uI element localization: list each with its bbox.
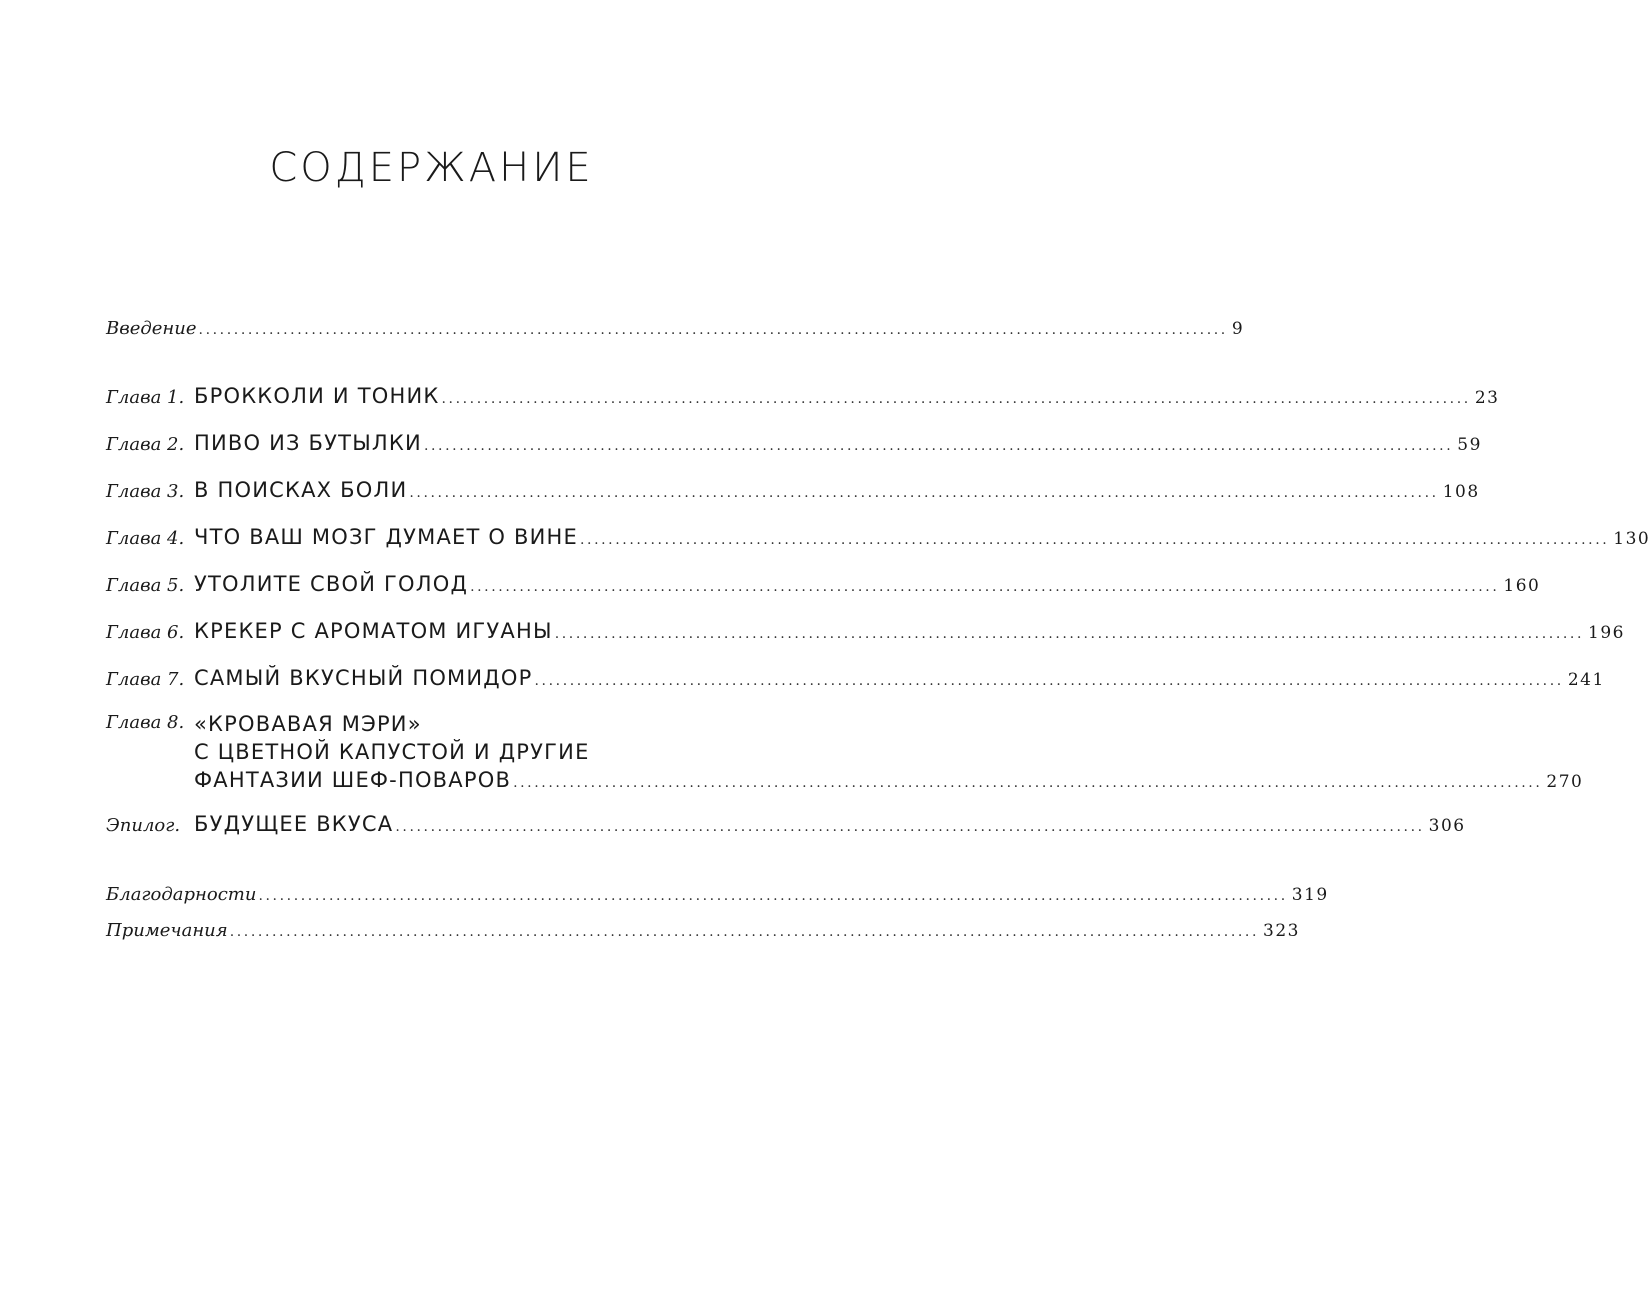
leader-dots: .................................................................................................................................................. (470, 579, 1500, 595)
toc-entry-epilogue[interactable] (106, 812, 1466, 844)
chapter-label: Глава 4. (106, 528, 185, 549)
toc-entry-chapter-8[interactable] (106, 710, 1584, 797)
page-number: 323 (1263, 921, 1300, 941)
page-number: 241 (1567, 670, 1605, 690)
leader-dots: .................................................................................................................................................. (423, 438, 1454, 454)
leader-dots: .................................................................................................................................................. (513, 775, 1543, 791)
chapter-title: УТОЛИТЕ СВОЙ ГОЛОД (194, 572, 469, 596)
toc-entry-acknowledgements[interactable] (106, 884, 1329, 916)
toc-entry-chapter-5[interactable] (106, 572, 1541, 604)
chapter-title: БРОККОЛИ И ТОНИК (194, 384, 440, 408)
toc-entry-chapter-2[interactable] (106, 431, 1482, 463)
page-number: 270 (1546, 772, 1584, 792)
page-number: 130 (1613, 529, 1650, 549)
page-title: СОДЕРЖАНИЕ (269, 145, 594, 191)
leader-dots: .................................................................................................................................................. (229, 924, 1260, 940)
page-number: 196 (1588, 623, 1625, 643)
chapter-title: БУДУЩЕЕ ВКУСА (194, 812, 394, 836)
chapter-title: ПИВО ИЗ БУТЫЛКИ (194, 431, 422, 455)
chapter-label: Глава 8. (106, 712, 185, 733)
page-number: 306 (1428, 816, 1466, 836)
chapter-title: В ПОИСКАХ БОЛИ (194, 478, 408, 502)
chapter-title: САМЫЙ ВКУСНЫЙ ПОМИДОР (194, 666, 533, 690)
toc-entry-chapter-6[interactable] (106, 619, 1625, 651)
page-number: 23 (1474, 388, 1500, 408)
leader-dots: .................................................................................................................................................. (198, 322, 1228, 338)
chapter-title (194, 710, 1583, 797)
leader-dots: .................................................................................................................................................. (534, 673, 1564, 689)
chapter-label: Глава 3. (106, 481, 185, 502)
leader-dots: .................................................................................................................................................. (554, 626, 1585, 642)
entry-label: Благодарности (106, 884, 257, 905)
chapter-title-line: С ЦВЕТНОЙ КАПУСТОЙ И ДРУГИЕ (194, 740, 590, 764)
toc-entry-chapter-4[interactable] (106, 525, 1650, 557)
chapter-label: Глава 6. (106, 622, 185, 643)
leader-dots: .................................................................................................................................................. (441, 391, 1471, 407)
page-number: 160 (1503, 576, 1541, 596)
toc-entry-chapter-1[interactable] (106, 384, 1500, 416)
chapter-title-line: ФАНТАЗИИ ШЕФ-ПОВАРОВ (194, 768, 512, 792)
page-number: 108 (1442, 482, 1480, 502)
leader-dots: .................................................................................................................................................. (579, 532, 1610, 548)
toc-entry-chapter-7[interactable] (106, 666, 1605, 698)
chapter-label: Глава 7. (106, 669, 185, 690)
chapter-label: Эпилог. (106, 815, 181, 836)
chapter-label: Глава 2. (106, 434, 185, 455)
leader-dots: .................................................................................................................................................. (409, 485, 1439, 501)
toc-entry-intro[interactable] (106, 318, 1245, 350)
entry-label: Примечания (106, 920, 228, 941)
chapter-title-line: «КРОВАВАЯ МЭРИ» (194, 712, 422, 736)
page-number: 319 (1291, 885, 1329, 905)
entry-label: Введение (106, 318, 197, 339)
chapter-title: КРЕКЕР С АРОМАТОМ ИГУАНЫ (194, 619, 553, 643)
chapter-label: Глава 5. (106, 575, 185, 596)
chapter-title: ЧТО ВАШ МОЗГ ДУМАЕТ О ВИНЕ (194, 525, 578, 549)
toc-entry-chapter-3[interactable] (106, 478, 1480, 510)
page-number: 9 (1231, 319, 1245, 339)
leader-dots: .................................................................................................................................................. (258, 888, 1288, 904)
page-number: 59 (1457, 435, 1482, 455)
toc-entry-notes[interactable] (106, 920, 1300, 952)
chapter-label: Глава 1. (106, 387, 185, 408)
leader-dots: .................................................................................................................................................. (395, 819, 1425, 835)
